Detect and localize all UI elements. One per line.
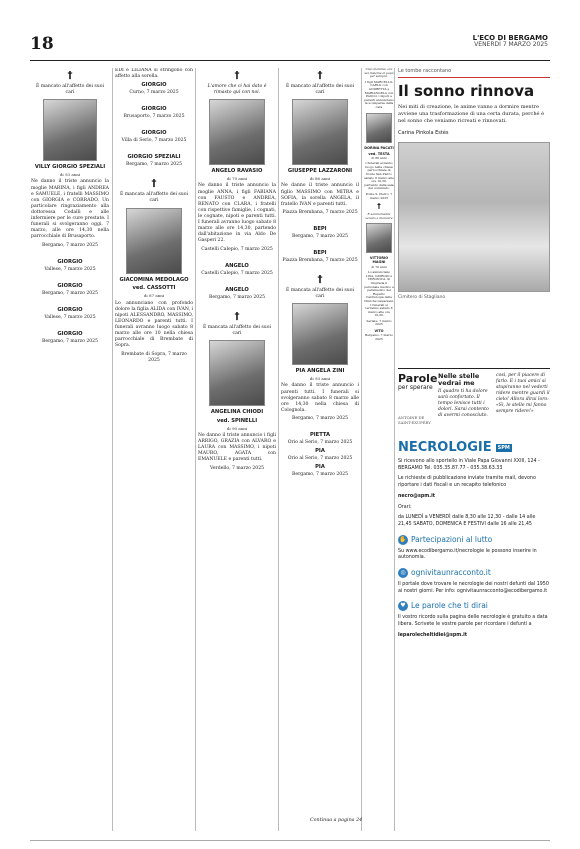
signature-name: GIORGIO xyxy=(57,282,83,289)
obituary-column-5 xyxy=(364,68,394,831)
column-divider xyxy=(195,68,196,831)
obituary-quote: Ciao mamma, ora sei insieme al papà per sempre. xyxy=(364,68,394,79)
deceased-photo xyxy=(126,208,182,274)
obituary-text: Lo annunciano con profondo dolore la figlia ALIDA con IVAN, i nipoti ALESSANDRO, MASSIMO, LEONARDO e parenti tutti. I funerali avranno luogo sabato 8 marzo alle ore 10 nella chiesa parrocchiale di Brembate di Sopra. xyxy=(115,300,193,349)
deceased-photo xyxy=(366,113,392,143)
signature-date: Bergamo, 7 marzo 2025 xyxy=(41,290,99,296)
parole-head: Nelle stelle vedrai me xyxy=(438,372,480,388)
signature-name: PIA xyxy=(315,448,325,455)
necro-email-link[interactable]: necro@spm.it xyxy=(398,493,436,499)
obituary-intro: È mancata all'affetto dei suoi cari xyxy=(286,288,354,300)
deceased-name: ANGELINA CHIODI xyxy=(210,408,264,415)
heart-icon: ♥ xyxy=(398,601,408,611)
column-divider xyxy=(394,68,395,831)
signature-name: GIORGIO xyxy=(57,306,83,313)
obituary-date: Verdello, 7 marzo 2025 xyxy=(209,465,265,471)
signature-date: Bergamo, 7 marzo 2025 xyxy=(208,294,266,300)
obituary-quote: È serenamente venuto a mancare xyxy=(365,212,393,220)
obituary-column-1 xyxy=(31,68,109,831)
editorial-rail xyxy=(398,68,550,300)
cross-icon: † xyxy=(234,310,240,322)
parole-title-text: Parole xyxy=(398,372,438,385)
obituary-column-2 xyxy=(115,68,193,831)
deceased-photo xyxy=(209,340,265,406)
necrologie-box xyxy=(398,440,550,640)
article-author: Carina Pinkola Estés xyxy=(398,130,449,137)
issue-date: VENERDÌ 7 MARZO 2025 xyxy=(474,41,548,49)
cross-icon: † xyxy=(317,274,323,286)
signature-date: Bergamo, 7 marzo 2025 xyxy=(291,472,349,478)
signature-date: Villa di Serio, 7 marzo 2025 xyxy=(121,138,187,144)
obituary-date: Castelli Calepio, 7 marzo 2025 xyxy=(201,246,273,252)
column-divider xyxy=(361,68,362,831)
obituary-column-3 xyxy=(198,68,276,831)
obituary-date: Seriate, 7 marzo 2025 xyxy=(366,318,392,327)
signature-name: ANGELO xyxy=(225,262,249,269)
signature-name: GIORGIO xyxy=(57,258,83,265)
cross-icon: † xyxy=(317,70,323,81)
photo-caption: Cimitero di Stagliano xyxy=(398,295,446,301)
deceased-photo xyxy=(292,99,348,165)
signature-date: Brusaporto, 7 marzo 2025 xyxy=(123,114,185,120)
deceased-age: di 93 anni xyxy=(59,172,81,178)
signature-name: ANGELO xyxy=(225,286,249,293)
hours-label: Orari: xyxy=(398,504,412,510)
parole-author: ANTOINE DE SAINT-EXUPÉRY xyxy=(398,415,431,425)
masthead xyxy=(473,34,548,49)
globe-icon: ◎ xyxy=(398,568,408,578)
deceased-photo xyxy=(366,223,392,253)
partecipazioni-title xyxy=(398,535,550,545)
deceased-name: PIA ANGELA ZINI xyxy=(295,368,345,375)
signature-date: Orio al Serio, 7 marzo 2025 xyxy=(287,456,353,462)
ognivita-link[interactable]: ognivitaunracconto.it xyxy=(411,568,491,578)
signature-name: PIETTA xyxy=(309,432,331,439)
parole-email-link[interactable]: leparolecheltidiei@spm.it xyxy=(398,632,468,638)
obituary-text: Ne danno il triste annuncio i parenti tutti. I funerali si svolgeranno sabato 8 marzo alle ore 14,30 nella chiesa di Colognola. xyxy=(281,383,359,413)
cross-icon: † xyxy=(377,202,381,211)
obituary-intro: È mancata all'affetto dei suoi cari xyxy=(120,192,188,204)
mail-note: Le richieste di pubblicazione inviate tramite mail, devono riportare i dati fiscali e un recapito telefonico xyxy=(398,476,536,489)
partecipazioni-text: Su www.ecodibergamo.it/necrologie le possono inserire in autonomia. xyxy=(398,548,537,561)
obituary-intro: È mancata all'affetto dei suoi cari xyxy=(203,324,271,336)
spm-logo: SPM xyxy=(497,444,510,451)
obituary-date: Ponte S. Pietro, 7 marzo 2025 xyxy=(365,192,393,200)
obituary-date: Bergamo, 7 marzo 2025 xyxy=(291,416,349,421)
cross-icon: † xyxy=(151,178,157,190)
hands-icon: ✋ xyxy=(399,535,407,543)
ognivita-title xyxy=(398,568,550,578)
signature-name: BEPI xyxy=(313,225,327,232)
signature-name: BEPI xyxy=(313,250,327,256)
obituary-text: Ne danno il triste annuncio il figlio MASSIMO con MITRA e SOFIA, la sorella ANGELA, il fratello IVAN e parenti tutti. xyxy=(281,183,359,207)
deceased-name-married: ved. TESTA xyxy=(368,151,390,156)
parole-col-1 xyxy=(438,373,492,419)
deceased-age: di 86 anni xyxy=(309,176,331,182)
signature-name: GIORGIO xyxy=(141,82,167,89)
signature-name: GIORGIO xyxy=(141,106,167,113)
cemetery-photo xyxy=(398,142,550,292)
deceased-photo xyxy=(292,303,348,365)
deceased-age: di 88 anni xyxy=(371,155,387,160)
obituary-text: Ne danno il triste annuncio i figli ARRIGO, GRAZIA con ALVARO e LAURA con MASSIMO, i nipoti MAURO, AGATA con EMANUELE e parenti tutti. xyxy=(198,433,276,463)
article-title: Il sonno rinnova xyxy=(398,82,535,100)
signature-date: Piazza Brembana, 7 marzo 2025 xyxy=(282,257,358,263)
deceased-photo xyxy=(43,99,97,161)
parole-subtitle: per sperare xyxy=(398,383,433,391)
obituary-text: Lo annunciano LISA, GIORGIO e VERONICA. Si ringrazia il personale medico e paramedico del Reparto Cardiologia delle Cliniche Gavazzeni. I funerali si terranno sabato 8 marzo alle ore 10,30. xyxy=(364,270,394,318)
necrologie-title xyxy=(398,440,550,455)
parole-text-2: cosi, per il piacere di farlo. E i tuoi amici si stupiranno nel vederti ridere mentre guardi il cielo! Allora dirai loro: «Sì, le stelle mi fanno sempre ridere!» xyxy=(496,373,550,414)
parole-dirai-title-text: Le parole che ti dirai xyxy=(411,601,488,611)
ognivita-text: Il portale dove trovare le necrologie dei nostri defunti dal 1950 ai nostri giorni. Per info: ognivitaunracconto@ecodibergamo.it xyxy=(398,582,549,594)
deceased-name: DORINA PACATI xyxy=(364,145,394,150)
continuation-note: Continua a pagina 24 xyxy=(310,818,363,823)
signature-name: PIA xyxy=(315,464,325,471)
signature-date: Bergamo, 7 marzo 2025 xyxy=(41,338,99,344)
signature-date: Vallese, 7 marzo 2025 xyxy=(44,266,96,272)
deceased-name-married: ved. CASSOTTI xyxy=(132,285,176,292)
obituary-quote: L'amore che ci hai dato è rimasto qui con noi. xyxy=(207,84,267,96)
cross-icon: † xyxy=(234,70,240,81)
signature-date: Bergamo, 7 marzo 2025 xyxy=(125,162,183,168)
deceased-age: di 79 anni xyxy=(226,176,248,182)
hours-text: da LUNEDÌ a VENERDÌ dalle 8,30 alle 12,30 - dalle 14 alle 21,45 SABATO, DOMENICA E FESTIVI dalle 16 alle 21,45 xyxy=(398,515,536,527)
deceased-age: di 87 anni xyxy=(143,293,165,299)
deceased-name: GIACOMINA MEDOLAGO xyxy=(119,276,189,283)
parole-text-1: Il quadro ti ha dolore sarà confortato. Il tempo lenisce tutti i dolori. Sarai contento di avermi conosciuto. xyxy=(438,389,489,419)
office-info: Si ricevono allo sportello in Viale Papa Giovanni XXIII, 124 - BERGAMO Tel. 035.35.87.77 - 035.38.63.33 xyxy=(398,459,540,471)
deceased-name: VITTORIO MAGNI xyxy=(369,256,389,265)
obituary-text: Ne danno il triste annuncio la moglie ANNA, i figli FABIANA con FAUSTO e ANDREA, RENATO con CLARA, i fratelli con rispettive famiglie, i cognati, le cognate, nipoti e parenti tutti. I funerali avranno luogo sabato 8 marzo alle ore 14,30, partendo dall'abitazione in via Aldo De Gasperi 22. xyxy=(198,183,276,244)
obituary-date: Bergamo, 7 marzo 2025 xyxy=(41,242,99,248)
obituary-date: Piazza Brembana, 7 marzo 2025 xyxy=(282,209,358,215)
signature-date: Bergamo, 7 marzo 2025 xyxy=(291,233,349,239)
partecipazioni-title-text: Partecipazioni al lutto xyxy=(411,534,493,544)
cross-icon: † xyxy=(67,70,73,81)
column-divider xyxy=(112,68,113,831)
signature-date: Vallese, 7 marzo 2025 xyxy=(44,314,96,320)
signature-date: Curno, 7 marzo 2025 xyxy=(129,90,179,96)
deceased-name-married: ved. SPINELLI xyxy=(216,417,258,424)
signature-name: GIORGIO xyxy=(141,130,167,137)
deceased-age: di 90 anni xyxy=(226,425,248,431)
signature-date: Castelli Calepio, 7 marzo 2025 xyxy=(201,270,273,276)
signature-name: GIORGIO SPEZIALI xyxy=(127,154,181,161)
obituary-text: Ne danno il triste annuncio la moglie MARINA, i figli ANDREA e SAMUELE, i fratelli MASSIMO con GIORGIA e CORRADO. Un particolare ringraziamento alla dottoressa Codalli e alle infermiere per le cure prestate. I funerali si svolgeranno oggi, 7 marzo, alle ore 14,30 nella parrocchiale di Brusaporto. xyxy=(31,179,109,240)
deceased-name: ANGELO RAVASIO xyxy=(211,168,263,175)
newspaper-name: L'ECO DI BERGAMO xyxy=(472,34,548,42)
obituary-column-4 xyxy=(281,68,359,831)
signature-name: VITO xyxy=(374,329,384,334)
parole-dirai-title xyxy=(398,601,550,611)
footer-rule xyxy=(30,840,550,841)
condolence-text: EDI e LILIANA si stringono con affetto alla sorella. xyxy=(115,68,193,80)
obituary-date: Brembate di Sopra, 7 marzo 2025 xyxy=(121,351,187,363)
deceased-name: GIUSEPPE LAZZARONI xyxy=(287,168,353,175)
obituary-intro: È mancato all'affetto dei suoi cari xyxy=(36,84,104,96)
parole-dirai-text: Il vostro ricordo sulla pagina delle necrologie è gratuito a data libera. Scrivete le vostre parole per ricordare i defunti a xyxy=(398,615,548,628)
obituary-intro: I figli MARCELLO, CARLO con ANDRETTA e MARIANGELA con PAOLO, i nipoti e parenti annunciano la scomparsa della cara xyxy=(364,79,394,109)
deceased-age: di 70 anni xyxy=(371,264,387,269)
deceased-name: VILLY GIORGIO SPEZIALI xyxy=(34,164,106,171)
parole-title xyxy=(398,373,437,391)
signature-name: GIORGIO xyxy=(57,330,83,337)
obituary-intro: È mancato all'affetto dei suoi cari xyxy=(286,84,354,96)
article-body: Nei miti di creazione, le anime vanno a dormire mentre avviene una trasformazione di una certa durata, perché è nel sonno che veniamo ricreati e rinnovati. xyxy=(398,104,545,124)
signature-date: Orio al Serio, 7 marzo 2025 xyxy=(287,440,353,446)
deceased-age: di 93 anni xyxy=(309,376,331,382)
necrologie-title-text: NECROLOGIE xyxy=(398,440,492,455)
signature-date: Bergamo, 7 marzo 2025 xyxy=(365,333,393,341)
header-rule xyxy=(30,60,550,61)
column-divider xyxy=(278,68,279,831)
obituary-text: I funerali avranno luogo nella chiesa parrocchiale di Ponte San Pietro sabato 8 marzo alle ore 10,30, partendo dalla sala del commiato. xyxy=(364,161,394,191)
parole-box xyxy=(398,368,550,433)
deceased-photo xyxy=(209,99,265,165)
section-tag: Le tombe raccontano xyxy=(398,68,550,78)
page-number: 18 xyxy=(30,34,54,54)
page-header xyxy=(0,0,580,62)
